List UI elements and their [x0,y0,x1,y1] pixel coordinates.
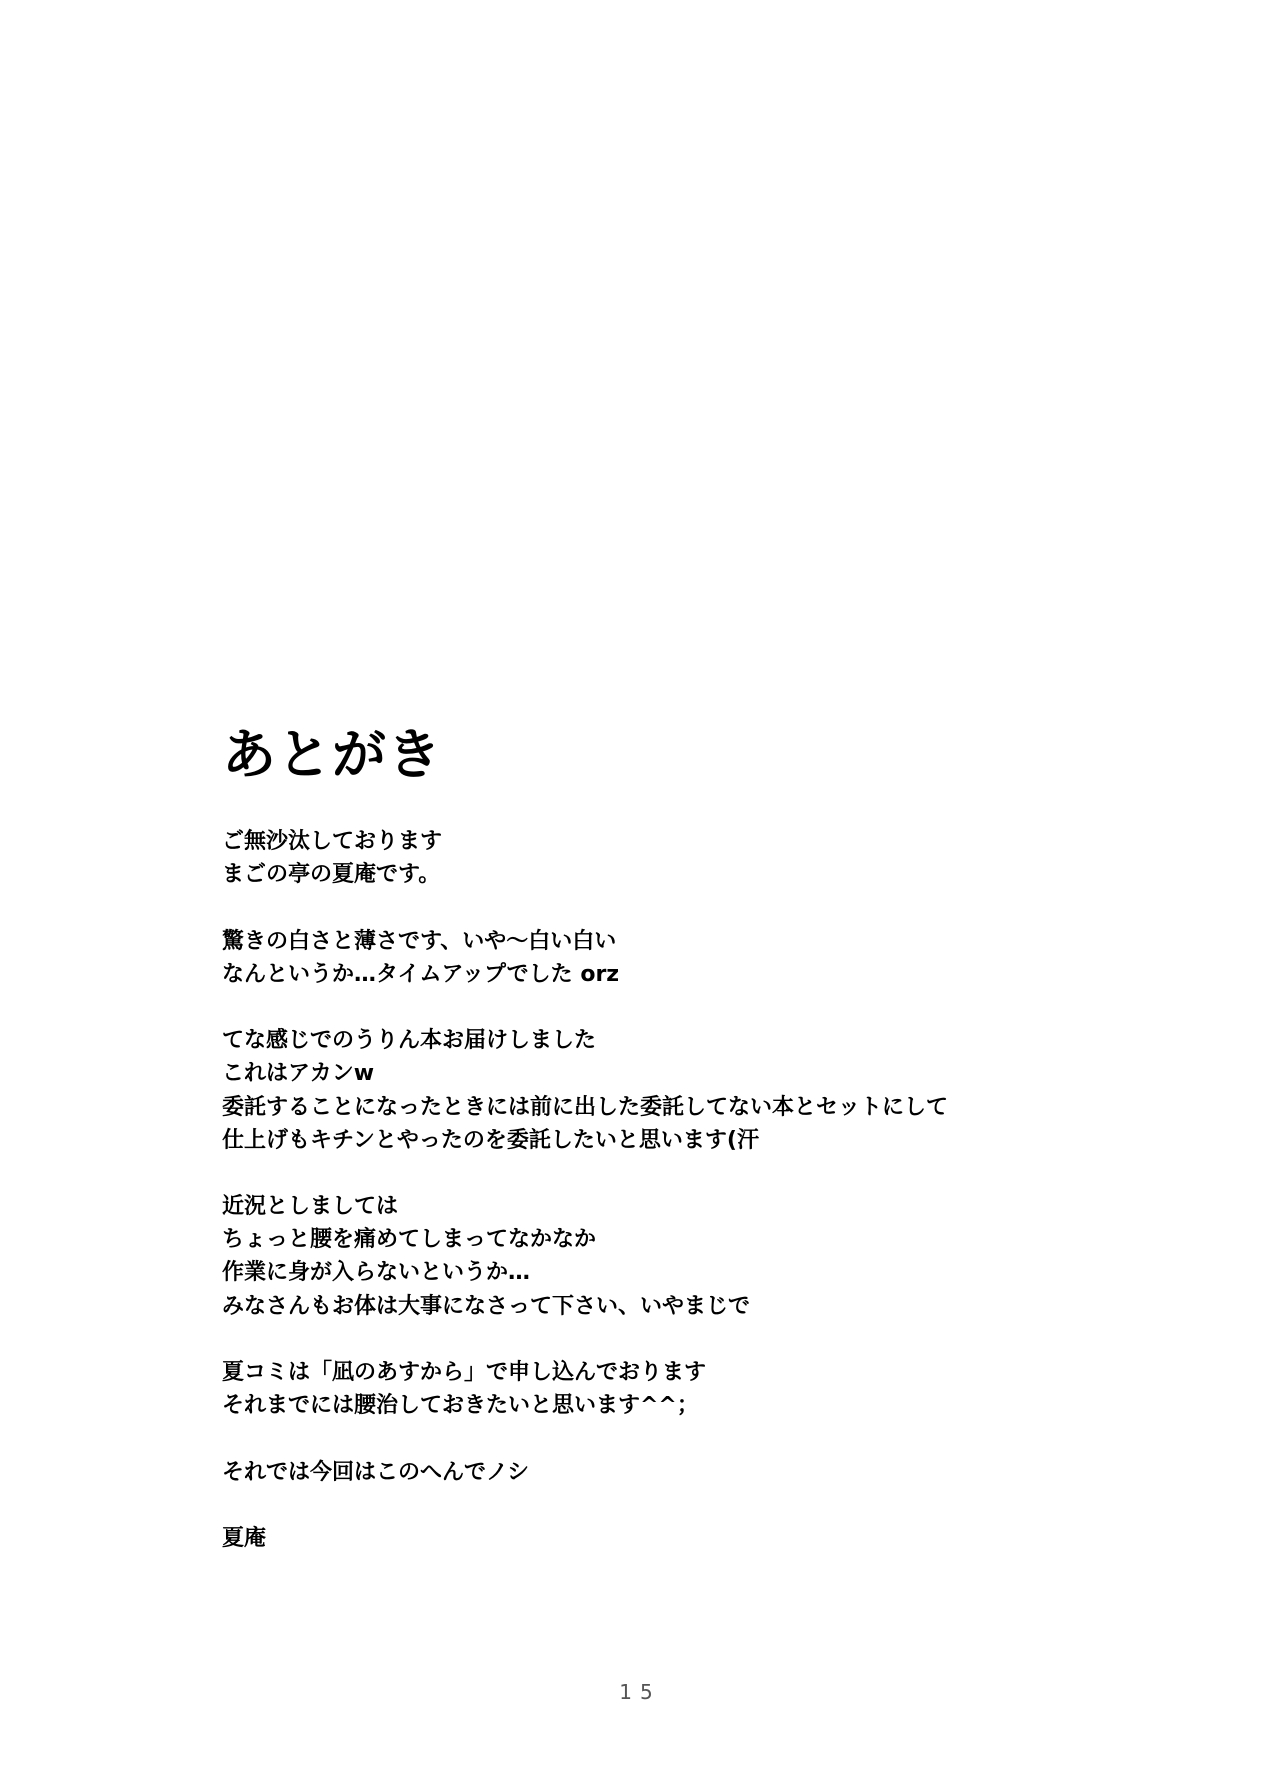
page-number: 15 [619,1680,661,1704]
paragraph-gap [222,1422,1222,1455]
text-line: ちょっと腰を痛めてしまってなかなか [222,1227,597,1253]
text-line: 作業に身が入らないというか… [222,1260,531,1286]
text-line: ご無沙汰しております [222,829,443,854]
paragraph-gap [222,991,1222,1024]
author-signature: 夏庵 [222,1525,267,1551]
text-line: まごの亭の夏庵です。 [222,862,441,888]
text-line: なんというか…タイムアップでした orz [222,961,620,987]
paragraph-gap [222,891,1222,924]
text-line: 夏コミは「凪のあすから」で申し込んでおります [222,1360,707,1385]
text-line: 委託することになったときには前に出した委託してない本とセットにして [222,1094,949,1120]
paragraph-gap [222,1323,1222,1356]
afterword-body [222,825,1222,1555]
text-line: 驚きの白さと薄さです、いや～白い白い [222,928,617,954]
paragraph-gap [222,1489,1222,1522]
text-line: 近況としましては [222,1194,399,1220]
text-line: それまでには腰治しておきたいと思います^^； [222,1393,699,1419]
text-line: てな感じでのうりん本お届けしました [222,1028,597,1054]
paragraph-gap [222,1157,1222,1190]
afterword-heading: あとがき [222,723,442,786]
text-line: みなさんもお体は大事になさって下さい、いやまじで [222,1293,751,1319]
text-line: 仕上げもキチンとやったのを委託したいと思います(汗 [222,1127,759,1153]
text-line: これはアカンw [222,1061,375,1087]
text-line: それでは今回はこのへんでノシ [222,1459,530,1485]
